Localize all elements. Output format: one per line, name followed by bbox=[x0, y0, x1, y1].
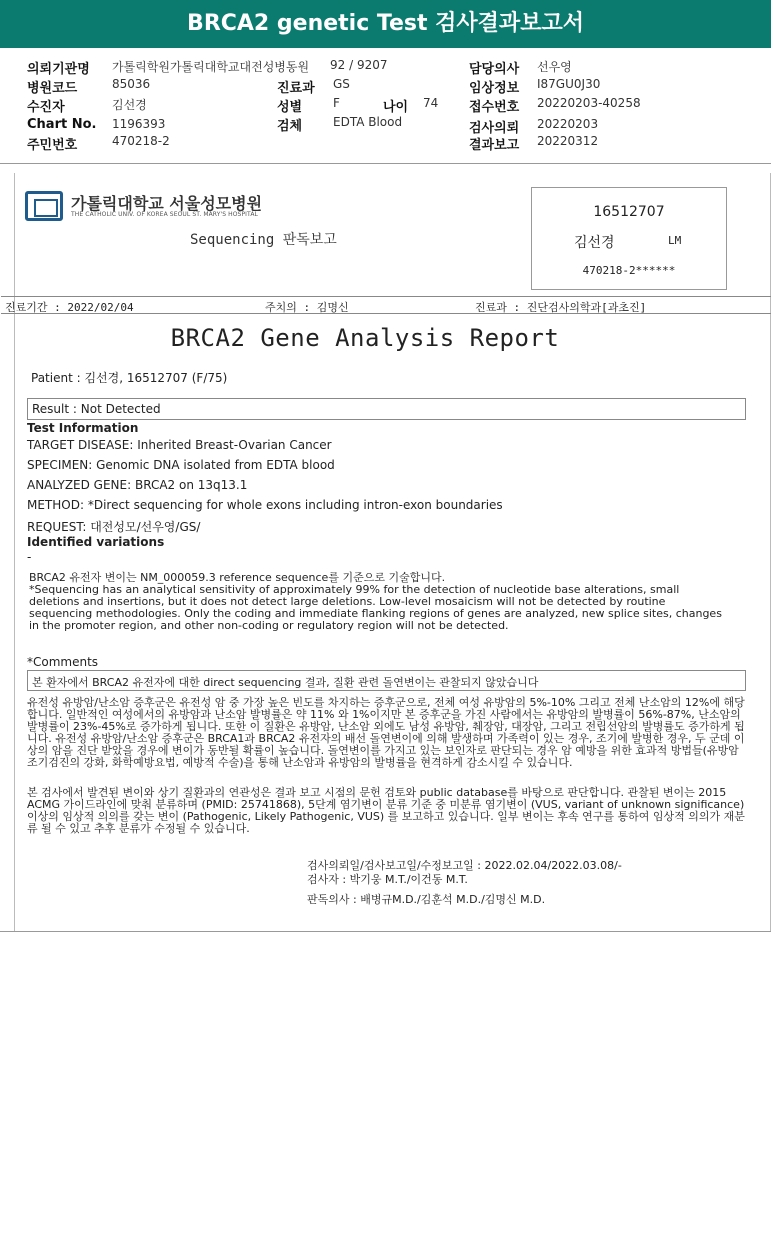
tester-line: 검사자 : 박기웅 M.T./이건동 M.T. bbox=[307, 873, 468, 886]
doctor-value: 선우영 bbox=[537, 60, 572, 74]
comment-box: 본 환자에서 BRCA2 유전자에 대한 direct sequencing 결과, 질환 관련 돌연변이는 관찰되지 않았습니다 bbox=[27, 670, 746, 691]
visit-dept: 진료과 : 진단검사의학과[과초진] bbox=[475, 301, 647, 314]
attending-doctor: 주치의 : 김명신 bbox=[265, 301, 349, 314]
specimen-value: EDTA Blood bbox=[333, 115, 403, 129]
receipt-value: 20220203-40258 bbox=[537, 96, 641, 110]
doctor-label: 담당의사 bbox=[469, 62, 520, 77]
sex-label: 성별 bbox=[277, 100, 303, 115]
identified-variations-heading: Identified variations bbox=[27, 535, 165, 549]
receipt-label: 접수번호 bbox=[469, 100, 520, 115]
method-line: METHOD: *Direct sequencing for whole exons including intron-exon boundaries bbox=[27, 498, 503, 512]
report-dates: 검사의뢰일/검사보고일/수정보고일 : 2022.02.04/2022.03.08/- bbox=[307, 859, 622, 872]
rrn-value: 470218-2 bbox=[112, 134, 170, 148]
dept-value: GS bbox=[333, 77, 350, 91]
report-date-value: 20220312 bbox=[537, 134, 599, 148]
reader-line: 판독의사 : 배병규M.D./김훈석 M.D./김명신 M.D. bbox=[307, 893, 546, 906]
clinical-label: 임상정보 bbox=[469, 81, 520, 96]
report-title: BRCA2 genetic Test 검사결과보고서 bbox=[0, 0, 771, 48]
patient-code: LM bbox=[668, 234, 682, 247]
visit-period: 진료기간 : 2022/02/04 bbox=[5, 301, 134, 314]
comments-heading: *Comments bbox=[27, 655, 99, 669]
sequencing-note: BRCA2 유전자 변이는 NM_000059.3 reference sequence를 기준으로 기술합니다. *Sequencing has an analytical sensitivity of approximately 99% for the detection of nucleotide base alterations, small deletions and insertions, but it does not detect large deletions. Low-level mosaicism will not be detected by routine sequencing methodologies. Only the coding and immediate flanking regions of genes are analyzed, new splice sites, changes in the promoter region, and other non-coding or regulatory region will not be detected. bbox=[29, 571, 722, 632]
comment-paragraph-2: 본 검사에서 발견된 변이와 상기 질환과의 연관성은 결과 보고 시점의 문헌 검토와 public database를 바탕으로 판단합니다. 관찰된 변이는 2015 ACMG 가이드라인에 맞춰 분류하며 (PMID: 25741868), 5단계 염기변이 분류 기준 중 미분류 염기변이 (VUS, variant of unknown significance) 이상의 임상적 의의를 갖는 변이 (Pathogenic, Likely Pathogenic, VUS) 를 보고하고 있습니다. 일부 변이는 후속 연구를 통하여 임상적 의의가 재분류 될 수 있고 추후 분류가 수정될 수 있습니다. bbox=[27, 786, 745, 835]
clinical-value: I87GU0J30 bbox=[537, 77, 601, 91]
divider bbox=[0, 931, 771, 932]
request-line: REQUEST: 대전성모/선우영/GS/ bbox=[27, 520, 201, 534]
gene-report-title: BRCA2 Gene Analysis Report bbox=[170, 324, 560, 352]
comment-paragraph-1: 유전성 유방암/난소암 증후군은 유전성 암 중 가장 높은 빈도를 차지하는 증후군으로, 전체 여성 유방암의 5%-10% 그리고 전체 난소암의 12%에 해당합니다. 일반적인 여성에서의 유방암과 난소암 발병률은 약 11% 와 1%이지만 본 증후군을 가진 사람에서는 유방암의 발병률이 56%-87%, 난소암의 발병률이 23%-45%로 증가하게 됩니다. 또한 이 질환은 유방암, 난소암 외에도 남성 유방암, 췌장암, 대장암, 그리고 전립선암의 발병률도 증가하게 됩니다. 유전성 유방암/난소암 증후군은 BRCA1과 BRCA2 유전자의 배선 돌연변이에 의해 발생하며 가족력이 있는 경우, 조기에 발병한 경우, 두 군데 이상의 암을 진단 받았을 경우에 변이가 동반될 확률이 높습니다. 돌연변이를 가지고 있는 보인자로 판단되는 경우 암 예방을 위한 효과적 방법들(유방암 조기검진의 강화, 화학예방요법, 예방적 수술)을 통해 난소암과 유방암의 발병률을 현격하게 감소시킬 수 있습니다. bbox=[27, 696, 745, 769]
rrn-label: 주민번호 bbox=[27, 138, 78, 153]
report-image bbox=[5, 173, 771, 931]
chart-label: Chart No. bbox=[27, 117, 97, 132]
hospital-name: 가톨릭대학교 서울성모병원 bbox=[71, 194, 263, 213]
age-label: 나이 bbox=[383, 100, 409, 115]
patient-name: 김선경 bbox=[574, 235, 615, 251]
patient-rrn: 470218-2****** bbox=[582, 264, 676, 277]
age-value: 74 bbox=[423, 96, 439, 110]
hospcode-value: 85036 bbox=[112, 77, 151, 91]
hospital-logo-icon bbox=[25, 191, 63, 221]
test-info-heading: Test Information bbox=[27, 421, 139, 435]
visit-row bbox=[1, 296, 771, 314]
patient-box bbox=[531, 187, 727, 290]
examinee-value: 김선경 bbox=[112, 98, 147, 112]
hospcode-label: 병원코드 bbox=[27, 81, 78, 96]
analyzed-gene: ANALYZED GENE: BRCA2 on 13q13.1 bbox=[27, 478, 248, 492]
hospital-english-name: THE CATHOLIC UNIV. OF KOREA SEOUL ST. MARY'S HOSPITAL bbox=[71, 211, 259, 218]
request-value: 20220203 bbox=[537, 117, 599, 131]
request-label: 검사의뢰 bbox=[469, 121, 520, 136]
divider bbox=[0, 163, 771, 164]
room-value: 92 / 9207 bbox=[330, 58, 388, 72]
patient-id: 16512707 bbox=[593, 204, 665, 220]
institution-label: 의뢰기관명 bbox=[27, 62, 90, 77]
examinee-label: 수진자 bbox=[27, 100, 65, 115]
specimen-label: 검체 bbox=[277, 119, 303, 134]
specimen-line: SPECIMEN: Genomic DNA isolated from EDTA blood bbox=[27, 458, 335, 472]
result-box: Result : Not Detected bbox=[27, 398, 746, 420]
chart-value: 1196393 bbox=[112, 117, 166, 131]
variations-value: - bbox=[27, 550, 32, 564]
sex-value: F bbox=[333, 96, 340, 110]
order-info bbox=[0, 56, 771, 164]
report-date-label: 결과보고 bbox=[469, 138, 520, 153]
patient-line: Patient : 김선경, 16512707 (F/75) bbox=[31, 371, 228, 385]
target-disease: TARGET DISEASE: Inherited Breast-Ovarian Cancer bbox=[27, 438, 332, 452]
sequencing-title: Sequencing 판독보고 bbox=[190, 232, 337, 248]
dept-label: 진료과 bbox=[277, 81, 315, 96]
institution-value: 가톨릭학원가톨릭대학교대전성병동원 bbox=[112, 60, 310, 74]
